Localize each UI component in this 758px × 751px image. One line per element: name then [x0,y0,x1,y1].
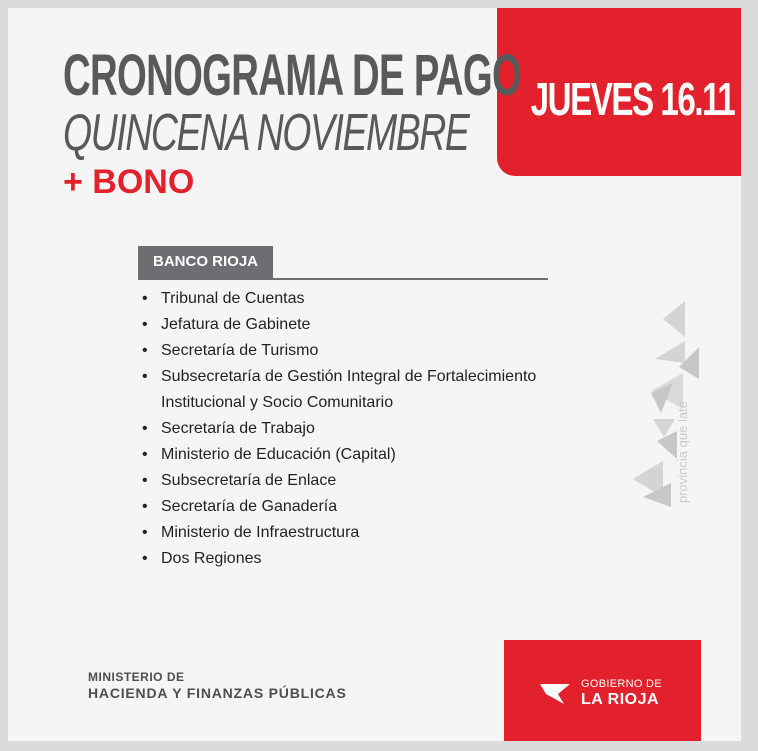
list-item-text: Subsecretaría de Gestión Integral de Fortalecimiento Institucional y Socio Comunitario [161,368,537,411]
list-item [138,338,578,364]
list-item [138,520,578,546]
list-item [138,468,578,494]
bullet-icon: • [142,316,148,333]
bullet-icon: • [142,550,148,567]
list-item-text: Secretaría de Ganadería [161,498,338,515]
payment-date: JUEVES 16.11 [530,73,734,125]
bullet-icon: • [142,524,148,541]
bank-header [138,246,548,280]
provincia-que-late-logo [633,301,703,511]
bullet-icon: • [142,368,148,385]
list-item-text: Tribunal de Cuentas [161,290,305,307]
list-item-text: Ministerio de Educación (Capital) [161,446,396,463]
bank-label: BANCO RIOJA [138,246,273,278]
bullet-icon: • [142,342,148,359]
list-item [138,286,578,312]
title-block [63,43,741,202]
government-logo-box [504,640,701,741]
list-item-text: Dos Regiones [161,550,262,567]
ministry-line1: MINISTERIO DE [88,670,185,684]
bullet-icon: • [142,290,148,307]
page-subtitle: QUINCENA NOVIEMBRE [63,104,469,162]
list-item-text: Secretaría de Trabajo [161,420,315,437]
watermark-text: provincia que late [675,401,690,503]
government-logo-text [581,678,662,710]
gov-line2: LA RIOJA [581,691,660,708]
bullet-icon: • [142,498,148,515]
ministry-line2: HACIENDA Y FINANZAS PÚBLICAS [88,685,347,701]
ministry-signature [88,670,347,702]
list-item [138,494,578,520]
bonus-label: + BONO [63,163,195,201]
bullet-icon: • [142,420,148,437]
bullet-icon: • [142,446,148,463]
list-item-text: Ministerio de Infraestructura [161,524,360,541]
list-item-text: Jefatura de Gabinete [161,316,311,333]
list-item-text: Subsecretaría de Enlace [161,472,337,489]
list-item [138,546,578,572]
page-title: CRONOGRAMA DE PAGO [63,43,522,108]
la-rioja-logo-icon [538,680,572,706]
announcement-card [8,8,741,741]
list-item [138,312,578,338]
list-item [138,416,578,442]
gov-line1: GOBIERNO DE [581,678,662,690]
list-item [138,442,578,468]
bullet-icon: • [142,472,148,489]
list-item-text: Secretaría de Turismo [161,342,319,359]
list-item [138,364,578,416]
organization-list [138,286,578,572]
